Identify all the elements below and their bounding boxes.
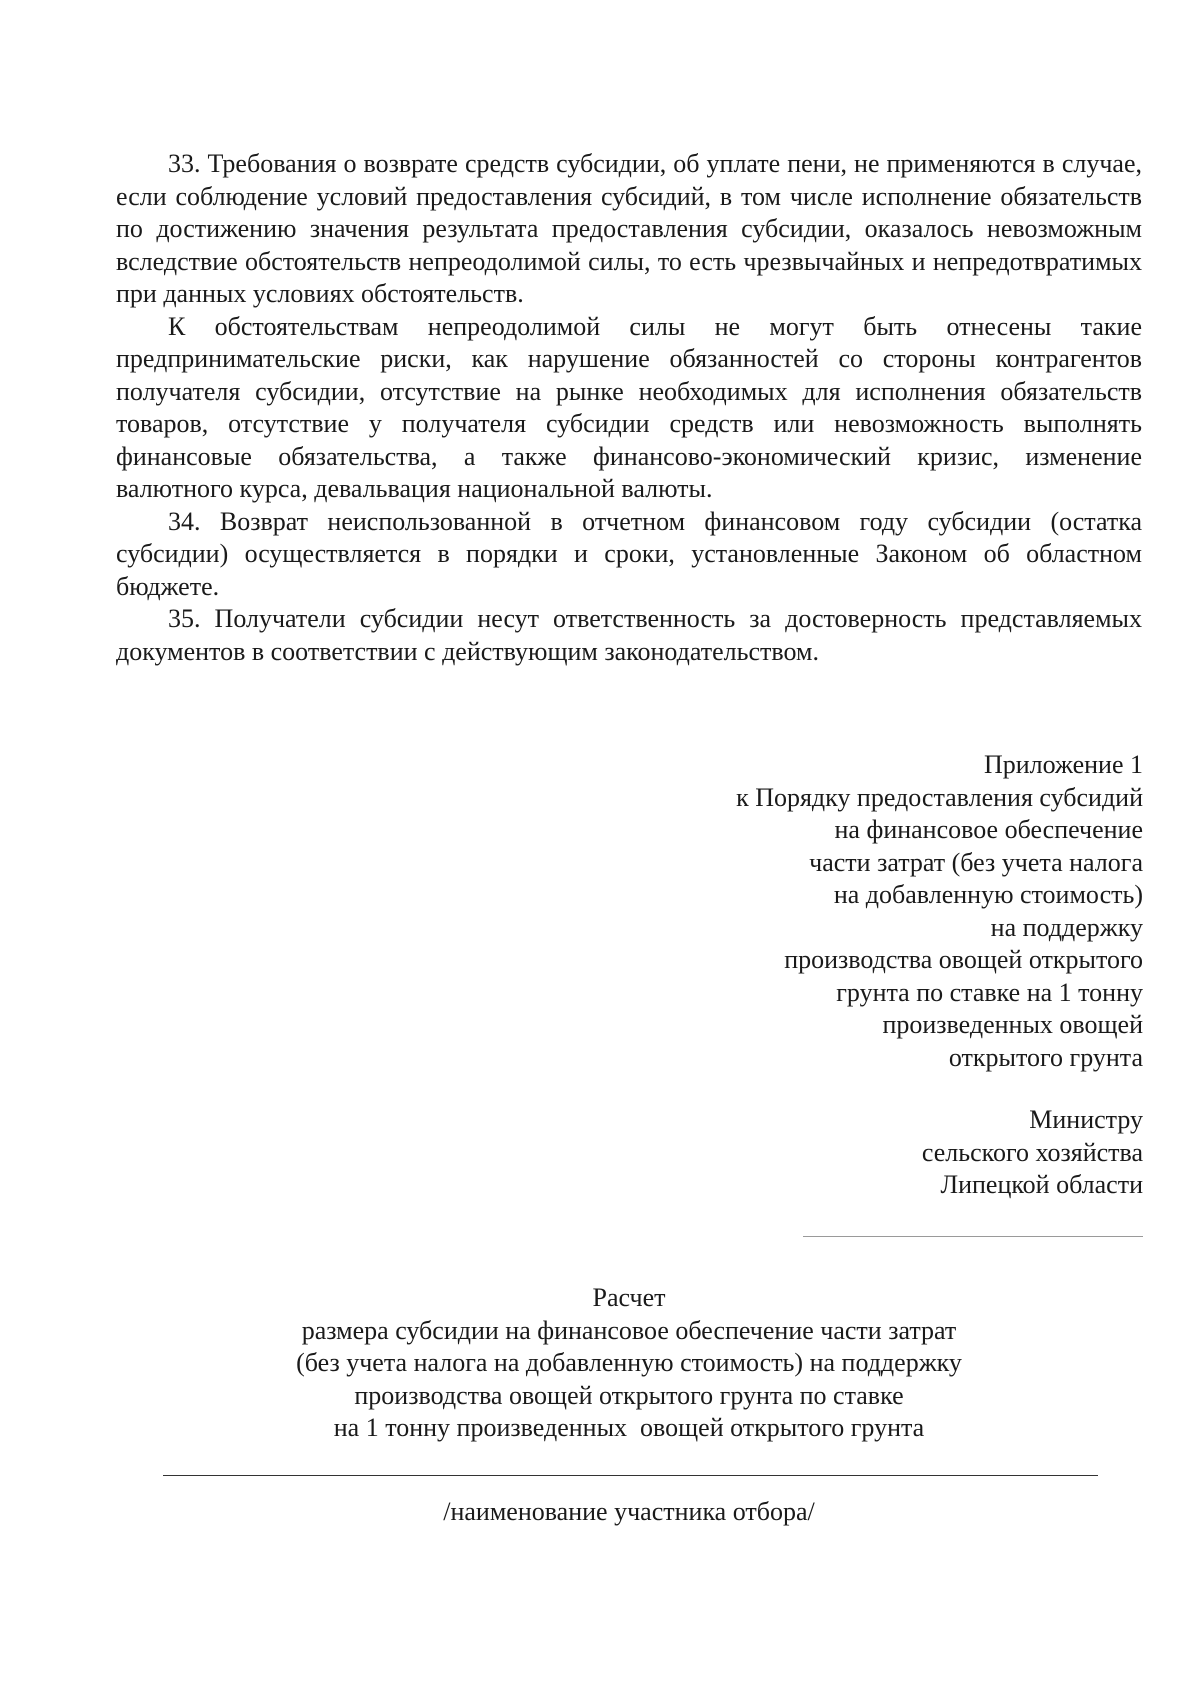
appendix-line: на добавленную стоимость): [833, 880, 1143, 909]
calculation-subtitle-line: (без учета налога на добавленную стоимость) на поддержку: [296, 1348, 962, 1377]
body-text: [116, 148, 1142, 668]
appendix-line: на финансовое обеспечение: [834, 815, 1143, 844]
calculation-heading: [116, 1282, 1142, 1445]
appendix-header: [583, 749, 1143, 1074]
paragraph-34: 34. Возврат неиспользованной в отчетном финансовом году субсидии (остатка субсидии) осуществляется в порядки и сроки, установленные Законом об областном бюджете.: [116, 506, 1142, 601]
appendix-line: части затрат (без учета налога: [809, 847, 1143, 877]
paragraph-force-majeure: К обстоятельствам непреодолимой силы не могут быть отнесены такие предпринимательские риски, как нарушение обязанностей со стороны контрагентов получателя субсидии, отсутствие на рынке необходимых для исполнения обязательств товаров, отсутствие у получателя субсидии средств или невозможность выполнять финансовые обязательства, а также финансово-экономический кризис, изменение валютного курса, девальвация национальной валюты.: [116, 311, 1142, 503]
participant-name-caption: /наименование участника отбора/: [443, 1497, 815, 1526]
appendix-line: на поддержку: [990, 912, 1143, 942]
appendix-line: Приложение 1: [983, 750, 1143, 779]
appendix-line: грунта по ставке на 1 тонну: [836, 977, 1143, 1007]
addressee-signature-line: [803, 1236, 1143, 1237]
calculation-subtitle-line: размера субсидии на финансовое обеспечение части затрат: [301, 1315, 957, 1345]
appendix-line: открытого грунта: [948, 1042, 1143, 1072]
addressee-block: [743, 1104, 1143, 1202]
appendix-line: к Порядку предоставления субсидий: [736, 782, 1143, 812]
appendix-line: производства овощей открытого: [784, 945, 1143, 974]
addressee-line: Министру: [1029, 1105, 1143, 1134]
calculation-subtitle-line: производства овощей открытого грунта по ставке: [354, 1380, 904, 1410]
participant-name-line: [163, 1475, 1098, 1476]
addressee-line: сельского хозяйства: [921, 1137, 1143, 1167]
addressee-line: Липецкой области: [940, 1170, 1143, 1199]
paragraph-35: 35. Получатели субсидии несут ответственность за достоверность представляемых документов в соответствии с действующим законодательством.: [116, 604, 1142, 666]
appendix-line: произведенных овощей: [882, 1010, 1143, 1039]
paragraph-33: 33. Требования о возврате средств субсидии, об уплате пени, не применяются в случае, если соблюдение условий предоставления субсидий, в том числе исполнение обязательств по достижению значения результата предоставления субсидии, оказалось невозможным вследствие обстоятельств непреодолимой силы, то есть чрезвычайных и непредотвратимых при данных условиях обстоятельств.: [116, 149, 1142, 308]
calculation-subtitle-line: на 1 тонну произведенных овощей открытого грунта: [333, 1413, 925, 1442]
calculation-title: Расчет: [592, 1283, 666, 1312]
